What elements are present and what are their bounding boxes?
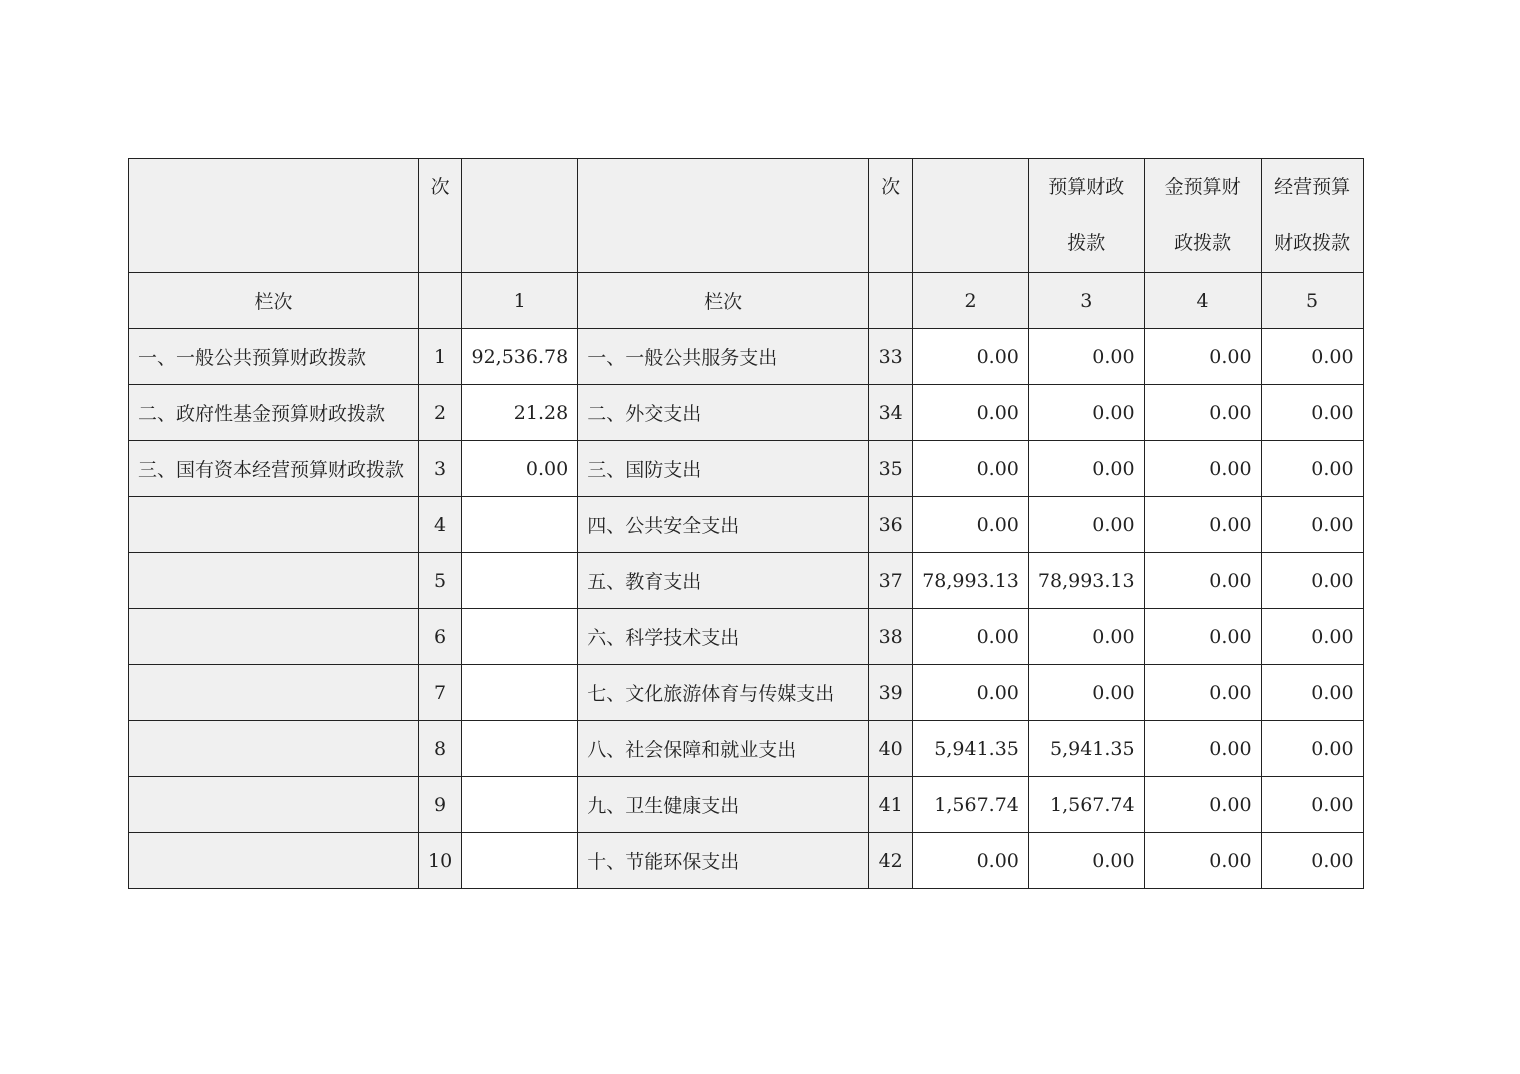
expense-total-cell: 0.00 bbox=[913, 497, 1029, 553]
income-item-cell: 二、政府性基金预算财政拨款 bbox=[129, 385, 419, 441]
state-capital-cell: 0.00 bbox=[1261, 777, 1363, 833]
income-item-cell: 三、国有资本经营预算财政拨款 bbox=[129, 441, 419, 497]
expense-item-cell: 二、外交支出 bbox=[578, 385, 869, 441]
header-state-capital bbox=[1261, 159, 1363, 273]
income-item-cell bbox=[129, 609, 419, 665]
income-item-cell bbox=[129, 497, 419, 553]
header-column-index-5: 5 bbox=[1261, 273, 1363, 329]
header-fund-budget bbox=[1144, 159, 1261, 273]
table-row bbox=[129, 441, 1364, 497]
expense-total-cell: 0.00 bbox=[913, 329, 1029, 385]
income-line-no-cell: 1 bbox=[419, 329, 462, 385]
income-line-no-cell: 9 bbox=[419, 777, 462, 833]
expense-line-no-cell: 38 bbox=[869, 609, 913, 665]
header-column-index-4: 4 bbox=[1144, 273, 1261, 329]
header-expense-item bbox=[578, 159, 869, 273]
header-column-index-label: 栏次 bbox=[129, 273, 419, 329]
fund-budget-cell: 0.00 bbox=[1144, 385, 1261, 441]
fund-budget-cell: 0.00 bbox=[1144, 609, 1261, 665]
general-budget-cell: 0.00 bbox=[1028, 609, 1144, 665]
expense-line-no-cell: 33 bbox=[869, 329, 913, 385]
state-capital-cell: 0.00 bbox=[1261, 329, 1363, 385]
general-budget-cell: 0.00 bbox=[1028, 329, 1144, 385]
expense-line-no-cell: 36 bbox=[869, 497, 913, 553]
fund-budget-cell: 0.00 bbox=[1144, 777, 1261, 833]
state-capital-cell: 0.00 bbox=[1261, 721, 1363, 777]
header-fund-line1: 金预算财 bbox=[1164, 176, 1241, 198]
income-line-no-cell: 4 bbox=[419, 497, 462, 553]
header-column-index-1: 1 bbox=[462, 273, 578, 329]
income-item-cell: 一、一般公共预算财政拨款 bbox=[129, 329, 419, 385]
expense-item-cell: 一、一般公共服务支出 bbox=[578, 329, 869, 385]
income-amount-cell bbox=[462, 721, 578, 777]
expense-line-no-cell: 37 bbox=[869, 553, 913, 609]
expense-line-no-cell: 39 bbox=[869, 665, 913, 721]
expense-item-cell: 七、文化旅游体育与传媒支出 bbox=[578, 665, 869, 721]
income-line-no-cell: 8 bbox=[419, 721, 462, 777]
expense-item-cell: 三、国防支出 bbox=[578, 441, 869, 497]
table-row bbox=[129, 833, 1364, 889]
expense-item-cell: 四、公共安全支出 bbox=[578, 497, 869, 553]
general-budget-cell: 0.00 bbox=[1028, 441, 1144, 497]
income-line-no-cell: 3 bbox=[419, 441, 462, 497]
state-capital-cell: 0.00 bbox=[1261, 833, 1363, 889]
general-budget-cell: 0.00 bbox=[1028, 665, 1144, 721]
header-general-line2: 拨款 bbox=[1067, 232, 1106, 254]
fund-budget-cell: 0.00 bbox=[1144, 441, 1261, 497]
general-budget-cell: 0.00 bbox=[1028, 833, 1144, 889]
income-amount-cell bbox=[462, 777, 578, 833]
expense-total-cell: 0.00 bbox=[913, 385, 1029, 441]
header-row-1 bbox=[129, 159, 1364, 273]
income-amount-cell: 0.00 bbox=[462, 441, 578, 497]
income-amount-cell: 92,536.78 bbox=[462, 329, 578, 385]
expense-item-cell: 十、节能环保支出 bbox=[578, 833, 869, 889]
income-amount-cell bbox=[462, 553, 578, 609]
expense-line-no-cell: 35 bbox=[869, 441, 913, 497]
table-row bbox=[129, 553, 1364, 609]
header-column-index-empty bbox=[419, 273, 462, 329]
state-capital-cell: 0.00 bbox=[1261, 497, 1363, 553]
expense-total-cell: 5,941.35 bbox=[913, 721, 1029, 777]
table-row bbox=[129, 609, 1364, 665]
income-line-no-cell: 5 bbox=[419, 553, 462, 609]
header-state-line2: 财政拨款 bbox=[1274, 232, 1351, 254]
expense-line-no-cell: 34 bbox=[869, 385, 913, 441]
income-amount-cell bbox=[462, 833, 578, 889]
expense-line-no-cell: 41 bbox=[869, 777, 913, 833]
income-amount-cell bbox=[462, 665, 578, 721]
state-capital-cell: 0.00 bbox=[1261, 441, 1363, 497]
income-item-cell bbox=[129, 665, 419, 721]
expense-total-cell: 0.00 bbox=[913, 665, 1029, 721]
header-income-no: 次 bbox=[419, 159, 462, 273]
general-budget-cell: 78,993.13 bbox=[1028, 553, 1144, 609]
header-column-index-empty-2 bbox=[869, 273, 913, 329]
header-column-index-2: 2 bbox=[913, 273, 1029, 329]
expense-total-cell: 0.00 bbox=[913, 441, 1029, 497]
income-line-no-cell: 6 bbox=[419, 609, 462, 665]
fund-budget-cell: 0.00 bbox=[1144, 721, 1261, 777]
state-capital-cell: 0.00 bbox=[1261, 385, 1363, 441]
header-general-budget bbox=[1028, 159, 1144, 273]
table-row bbox=[129, 777, 1364, 833]
expense-total-cell: 0.00 bbox=[913, 609, 1029, 665]
header-column-index-3: 3 bbox=[1028, 273, 1144, 329]
fund-budget-cell: 0.00 bbox=[1144, 329, 1261, 385]
header-state-line1: 经营预算 bbox=[1274, 176, 1351, 198]
general-budget-cell: 5,941.35 bbox=[1028, 721, 1144, 777]
state-capital-cell: 0.00 bbox=[1261, 553, 1363, 609]
header-fund-line2: 政拨款 bbox=[1174, 232, 1232, 254]
general-budget-cell: 1,567.74 bbox=[1028, 777, 1144, 833]
expense-total-cell: 0.00 bbox=[913, 833, 1029, 889]
expense-total-cell: 1,567.74 bbox=[913, 777, 1029, 833]
table-row bbox=[129, 329, 1364, 385]
income-line-no-cell: 7 bbox=[419, 665, 462, 721]
expense-line-no-cell: 40 bbox=[869, 721, 913, 777]
income-item-cell bbox=[129, 777, 419, 833]
expense-line-no-cell: 42 bbox=[869, 833, 913, 889]
header-general-line1: 预算财政 bbox=[1048, 176, 1125, 198]
state-capital-cell: 0.00 bbox=[1261, 665, 1363, 721]
header-expense-no: 次 bbox=[869, 159, 913, 273]
header-column-index-label-2: 栏次 bbox=[578, 273, 869, 329]
header-total bbox=[913, 159, 1029, 273]
state-capital-cell: 0.00 bbox=[1261, 609, 1363, 665]
table-row bbox=[129, 497, 1364, 553]
expense-item-cell: 八、社会保障和就业支出 bbox=[578, 721, 869, 777]
budget-table bbox=[128, 158, 1364, 889]
income-amount-cell bbox=[462, 497, 578, 553]
income-line-no-cell: 10 bbox=[419, 833, 462, 889]
expense-item-cell: 五、教育支出 bbox=[578, 553, 869, 609]
fund-budget-cell: 0.00 bbox=[1144, 665, 1261, 721]
fund-budget-cell: 0.00 bbox=[1144, 833, 1261, 889]
expense-item-cell: 六、科学技术支出 bbox=[578, 609, 869, 665]
fund-budget-cell: 0.00 bbox=[1144, 553, 1261, 609]
income-line-no-cell: 2 bbox=[419, 385, 462, 441]
expense-item-cell: 九、卫生健康支出 bbox=[578, 777, 869, 833]
income-item-cell bbox=[129, 553, 419, 609]
fund-budget-cell: 0.00 bbox=[1144, 497, 1261, 553]
table-row bbox=[129, 721, 1364, 777]
general-budget-cell: 0.00 bbox=[1028, 497, 1144, 553]
header-row-2 bbox=[129, 273, 1364, 329]
header-income-item bbox=[129, 159, 419, 273]
table-row bbox=[129, 665, 1364, 721]
income-amount-cell: 21.28 bbox=[462, 385, 578, 441]
income-amount-cell bbox=[462, 609, 578, 665]
income-item-cell bbox=[129, 833, 419, 889]
expense-total-cell: 78,993.13 bbox=[913, 553, 1029, 609]
income-item-cell bbox=[129, 721, 419, 777]
general-budget-cell: 0.00 bbox=[1028, 385, 1144, 441]
table-row bbox=[129, 385, 1364, 441]
header-income-amount bbox=[462, 159, 578, 273]
